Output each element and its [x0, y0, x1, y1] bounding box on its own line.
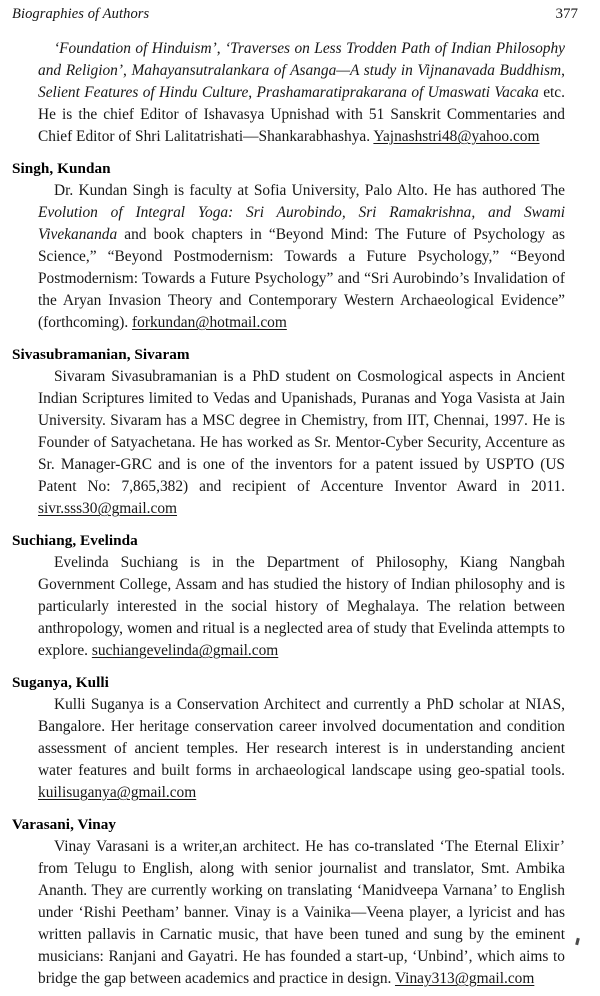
entry-heading-suganya-kulli: Suganya, Kulli — [12, 674, 109, 691]
entry-body-continuation: ‘Foundation of Hinduism’, ‘Traverses on Less Trodden Path of Indian Philosophy and Religion’, Mahayansutralankara of Asanga—A study in Vijnanavada Buddhism, Selient Features of Hindu Culture, Prashamaratiprakarana of Umaswati Vacaka etc. He is the chief Editor of Ishavasya Upnishad with 51 Sanskrit Commentaries and Chief Editor of Shri Lalitatrishati—Shankarabhashya. Yajnashstri48@yahoo.com — [38, 40, 565, 145]
entry-body-suganya-kulli: Kulli Suganya is a Conservation Architect and currently a PhD scholar at NIAS, Bangalore. Her heritage conservation career involved documentation and condition assessment of ancient temples. Her research interest is in understanding ancient water features and built forms in archaeological landscape using geo-spatial tools. kuilisuganya@gmail.com — [38, 696, 565, 801]
italic-title: Selient Features of Hindu Culture — [38, 84, 249, 101]
entry-body-suchiang-evelinda: Evelinda Suchiang is in the Department of Philosophy, Kiang Nangbah Government College, Assam and has studied the history of Indian philosophy and is particularly interested in the social history of Meghalaya. The relation between anthropology, women and ritual is a neglected area of study that Evelinda attempts to explore. suchiangevelinda@gmail.com — [38, 554, 565, 659]
entry-body-singh-kundan: Dr. Kundan Singh is faculty at Sofia University, Palo Alto. He has authored The Evolution of Integral Yoga: Sri Aurobindo, Sri Ramakrishna, and Swami Vivekananda and book chapters in “Beyond Mind: The Future of Psychology as Science,” “Beyond Postmodernism: Towards a Future Psychology,” “Beyond Postmodernism: Towards a Future Psychology” and “Sri Aurobindo’s Invalidation of the Aryan Invasion Theory and Contemporary Western Archaeological Evidence” (forthcoming). forkundan@hotmail.com — [38, 182, 565, 331]
entry-body-sivasubramanian-sivaram: Sivaram Sivasubramanian is a PhD student on Cosmological aspects in Ancient Indian Scriptures limited to Vedas and Upanishads, Puranas and Yoga Vasista at Jain University. Sivaram has a MSC degree in Chemistry, from IIT, Chennai, 1997. He is Founder of Satyachetana. He has worked as Sr. Mentor-Cyber Security, Accenture as Sr. Manager-GRC and is one of the inventors for a patent issued by USPTO (US Patent No: 7,865,382) and recipient of Accenture Inventor Award in 2011. sivr.sss30@gmail.com — [38, 368, 565, 517]
entry-heading-sivasubramanian-sivaram: Sivasubramanian, Sivaram — [12, 346, 190, 363]
entry-heading-suchiang-evelinda: Suchiang, Evelinda — [12, 532, 138, 549]
biography-entry — [12, 340, 565, 520]
page-content — [12, 38, 565, 996]
email-link[interactable]: Vinay313@gmail.com — [394, 970, 535, 987]
email-link[interactable]: suchiangevelinda@gmail.com — [91, 642, 279, 659]
biography-entry — [12, 38, 565, 148]
entry-body-varasani-vinay: Vinay Varasani is a writer,an architect. He has co-translated ‘The Eternal Elixir’ from Telugu to English, along with senior journalist and translator, Smt. Ambika Ananth. They are currently working on translating ‘Manidveepa Varnana’ to English under ‘Rishi Peetham’ banner. Vinay is a Vainika—Veena player, a lyricist and has written pallavis in Carnatic music, that have been tuned and sung by the eminent musicians: Ranjani and Gayatri. He has founded a start-up, ‘Unbind’, which aims to bridge the gap between academics and practice in design. Vinay313@gmail.com — [38, 838, 565, 987]
italic-title: Mahayansutralankara of Asanga—A study in Vijnanavada Buddhism — [131, 62, 562, 79]
running-head — [12, 6, 578, 28]
email-link[interactable]: Yajnashstri48@yahoo.com — [373, 128, 540, 145]
biography-entry — [12, 668, 565, 804]
italic-title: Evolution of Integral Yoga: Sri Aurobindo, Sri Ramakrishna, and Swami Vivekananda — [38, 204, 565, 243]
email-link[interactable]: kuilisuganya@gmail.com — [38, 784, 197, 801]
italic-title: ‘Foundation of Hinduism’ — [54, 40, 217, 57]
entry-heading-singh-kundan: Singh, Kundan — [12, 160, 111, 177]
email-link[interactable]: sivr.sss30@gmail.com — [38, 500, 178, 517]
page-number: 377 — [555, 6, 578, 22]
email-link[interactable]: forkundan@hotmail.com — [132, 314, 287, 331]
biography-entry — [12, 526, 565, 662]
biography-entry — [12, 810, 565, 990]
biography-entry — [12, 154, 565, 334]
entry-heading-varasani-vinay: Varasani, Vinay — [12, 816, 116, 833]
italic-title: ‘Traverses on Less Trodden Path of Indian Philosophy and Religion’ — [38, 40, 565, 79]
running-head-title: Biographies of Authors — [12, 6, 150, 22]
scan-artifact-mark — [575, 938, 580, 946]
italic-title: Prashamaratiprakarana of Umaswati Vacaka — [256, 84, 539, 101]
